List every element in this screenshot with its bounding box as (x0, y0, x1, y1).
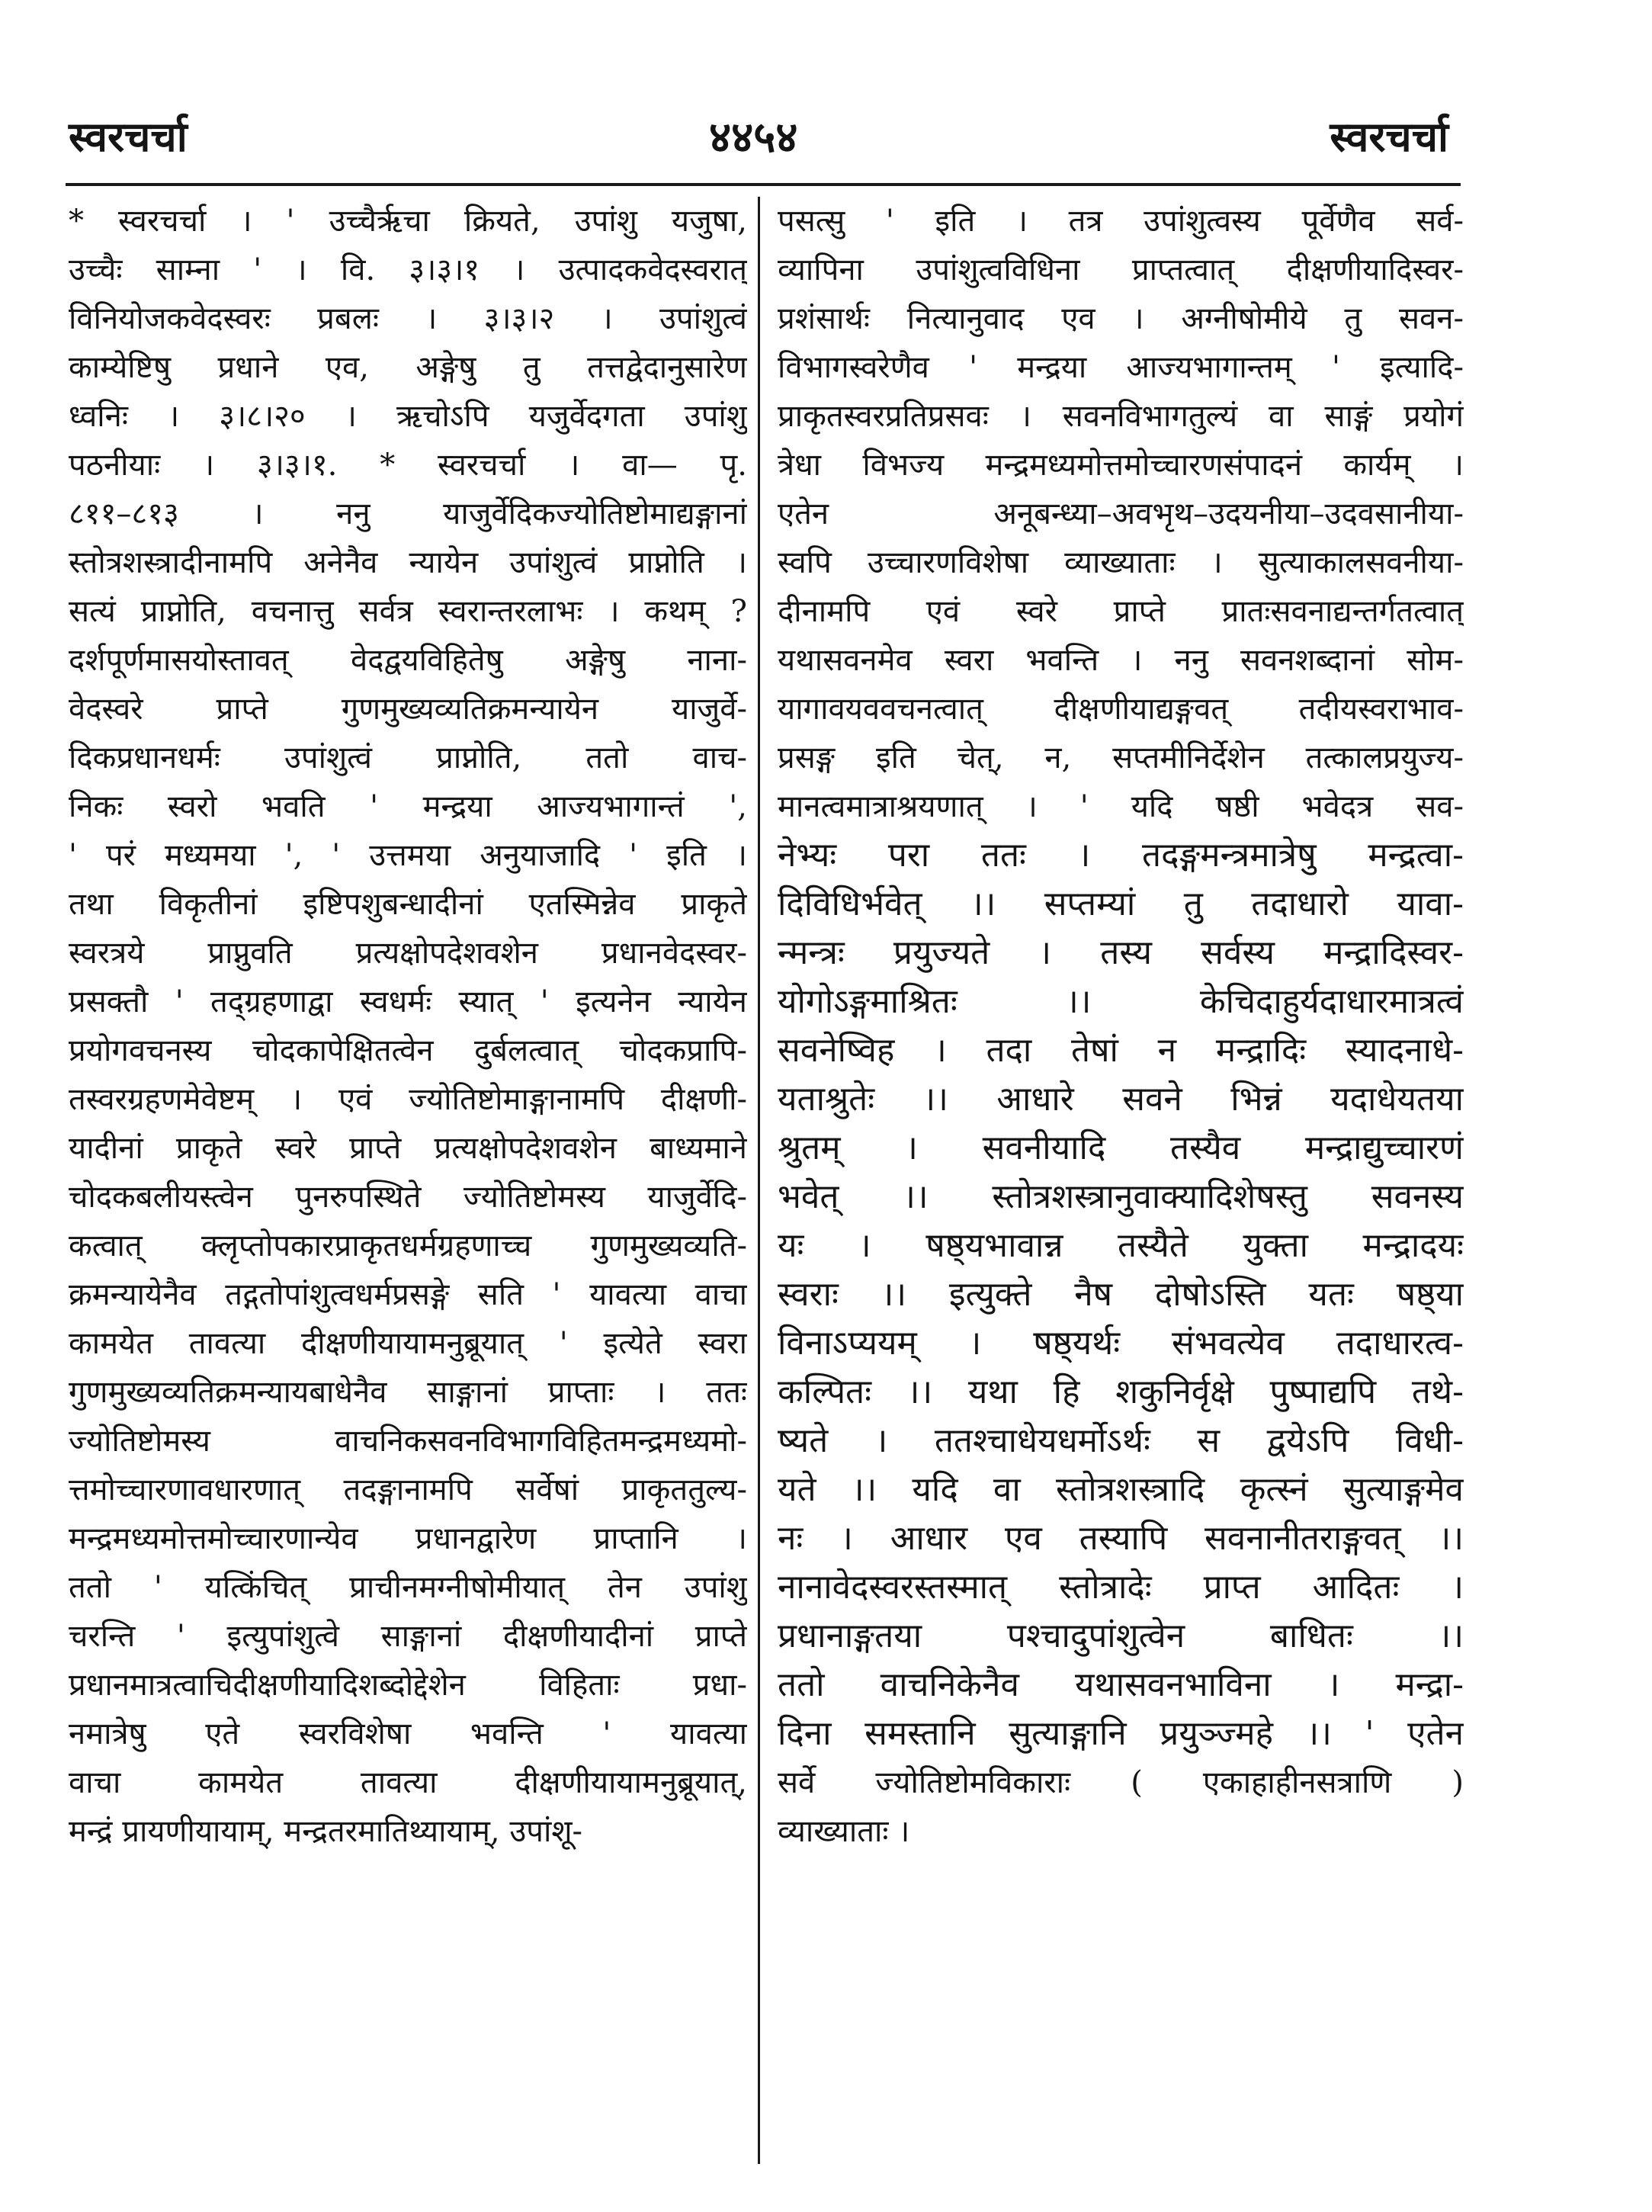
text-line: स्वरत्रये प्राप्नुवति प्रत्यक्षोपदेशवशेन प्रधानवेदस्वर- (69, 936, 747, 971)
text-line: व्याख्याताः । (778, 1814, 910, 1849)
text-line: श्रुतम् । सवनीयादि तस्यैव मन्द्राद्युच्चारणं (778, 1128, 1464, 1167)
text-line: मन्द्रं प्रायणीयायाम्, मन्द्रतरमातिथ्यायाम्, उपांशू- (69, 1814, 583, 1849)
text-line: नेभ्यः परा ततः । तदङ्गमन्त्रमात्रेषु मन्द्रत्वा- (778, 836, 1464, 875)
text-line: चोदकबलीयस्त्वेन पुनरुपस्थिते ज्योतिष्टोमस्य याजुर्वेदि- (69, 1180, 747, 1215)
text-line: पसत्सु ' इति । तत्र उपांशुत्वस्य पूर्वेणैव सर्व- (778, 204, 1464, 239)
text-line: यः । षष्ठ्यभावान्न तस्यैते युक्ता मन्द्रादयः (778, 1226, 1464, 1265)
text-line: दिकप्रधानधर्मः उपांशुत्वं प्राप्नोति, ततो वाच- (69, 740, 747, 775)
text-line: मन्द्रमध्यमोत्तमोच्चारणान्येव प्रधानद्वारेण प्राप्तानि । (69, 1521, 747, 1556)
text-line: प्रसङ्ग इति चेत्, न, सप्तमीनिर्देशेन तत्कालप्रयुज्य- (778, 740, 1464, 775)
text-line: स्वराः ।। इत्युक्ते नैष दोषोऽस्ति यतः षष्ठ्या (778, 1275, 1464, 1314)
page-number: ४४५४ (709, 112, 798, 162)
text-line: न्मन्त्रः प्रयुज्यते । तस्य सर्वस्य मन्द्रादिस्वर- (778, 933, 1464, 972)
text-line: कत्वात् क्लृप्तोपकारप्राकृतधर्मग्रहणाच्च गुणमुख्यव्यति- (69, 1228, 747, 1263)
text-line: सत्यं प्राप्नोति, वचनात्तु सर्वत्र स्वरान्तरलाभः । कथम् ? (69, 594, 747, 629)
left-column (69, 197, 747, 1856)
text-line: नानावेदस्वरस्तस्मात् स्तोत्रादेः प्राप्त आदितः । (778, 1568, 1464, 1607)
header-left-title: स्वरचर्चा (69, 112, 188, 161)
column-divider (758, 197, 760, 2164)
text-line: तथा विकृतीनां इष्टिपशुबन्धादीनां एतस्मिन्नेव प्राकृते (69, 887, 747, 922)
text-line: वेदस्वरे प्राप्ते गुणमुख्यव्यतिक्रमन्यायेन याजुर्वे- (69, 692, 747, 727)
text-line: सर्वे ज्योतिष्टोमविकाराः ( एकाहाहीनसत्राणि ) (778, 1765, 1464, 1800)
text-line: ज्योतिष्टोमस्य वाचनिकसवनविभागविहितमन्द्रमध्यमो- (69, 1424, 747, 1459)
text-line: यागावयववचनत्वात् दीक्षणीयाद्यङ्गवत् तदीयस्वराभाव- (778, 692, 1464, 727)
text-line: काम्येष्टिषु प्रधाने एव, अङ्गेषु तु तत्तद्वेदानुसारेण (69, 350, 747, 385)
text-line: दर्शपूर्णमासयोस्तावत् वेदद्वयविहितेषु अङ्गेषु नाना- (69, 643, 747, 678)
text-line: यथासवनमेव स्वरा भवन्ति । ननु सवनशब्दानां सोम- (778, 643, 1464, 678)
text-line: ष्यते । ततश्चाधेयधर्मोऽर्थः स द्वयेऽपि विधी- (778, 1421, 1464, 1460)
text-line: नः । आधार एव तस्यापि सवनानीतराङ्गवत् ।। (778, 1519, 1464, 1558)
text-line: भवेत् ।। स्तोत्रशस्त्रानुवाक्यादिशेषस्तु सवनस्य (778, 1177, 1464, 1216)
text-line: विभागस्वरेणैव ' मन्द्रया आज्यभागान्तम् ' इत्यादि- (778, 350, 1464, 385)
text-line: योगोऽङ्गमाश्रितः ।। केचिदाहुर्यदाधारमात्रत्वं (778, 982, 1464, 1021)
running-header (69, 107, 1448, 160)
text-line: ततो ' यत्किंचित् प्राचीनमग्नीषोमीयात् तेन उपांशु (69, 1570, 747, 1605)
text-line: सवनेष्विह । तदा तेषां न मन्द्रादिः स्यादनाधे- (778, 1031, 1464, 1070)
text-line: प्राकृतस्वरप्रतिप्रसवः । सवनविभागतुल्यं वा साङ्गं प्रयोगं (778, 399, 1464, 434)
text-line: कामयेत तावत्या दीक्षणीयायामनुब्रूयात् ' इत्येते स्वरा (69, 1326, 747, 1361)
text-line: ' परं मध्यमया ', ' उत्तमया अनुयाजादि ' इति । (69, 838, 747, 873)
text-line: यते ।। यदि वा स्तोत्रशस्त्रादि कृत्स्नं सुत्याङ्गमेव (778, 1470, 1464, 1509)
text-line: गुणमुख्यव्यतिक्रमन्यायबाधेनैव साङ्गानां प्राप्ताः । ततः (69, 1375, 747, 1410)
text-line: क्रमन्यायेनैव तद्गतोपांशुत्वधर्मप्रसङ्गे सति ' यावत्या वाचा (69, 1277, 747, 1312)
header-right-title: स्वरचर्चा (1330, 112, 1448, 161)
text-line: उच्चैः साम्ना ' । वि. ३।३।१ । उत्पादकवेदस्वरात् (69, 252, 747, 287)
text-line: एतेन अनूबन्ध्या–अवभृथ–उदयनीया–उदवसानीया- (778, 496, 1464, 531)
text-line: मानत्वमात्राश्रयणात् । ' यदि षष्ठी भवेदत्र सव- (778, 789, 1464, 824)
text-line: व्यापिना उपांशुत्वविधिना प्राप्तत्वात् दीक्षणीयादिस्वर- (778, 252, 1464, 287)
text-line: विनाऽप्ययम् । षष्ठ्यर्थः संभवत्येव तदाधारत्व- (778, 1324, 1464, 1363)
text-line: दिना समस्तानि सुत्याङ्गानि प्रयुञ्ज्महे ।। ' एतेन (778, 1714, 1464, 1753)
text-line: स्तोत्रशस्त्रादीनामपि अनेनैव न्यायेन उपांशुत्वं प्राप्नोति । (69, 545, 747, 580)
text-line: * स्वरचर्चा । ' उच्चैर्ऋचा क्रियते, उपांशु यजुषा, (69, 204, 747, 239)
text-line: चरन्ति ' इत्युपांशुत्वे साङ्गानां दीक्षणीयादीनां प्राप्ते (69, 1619, 747, 1654)
text-line: प्रधानाङ्गतया पश्चादुपांशुत्वेन बाधितः ।। (778, 1616, 1464, 1655)
text-line: यताश्रुतेः ।। आधारे सवने भिन्नं यदाधेयतया (778, 1080, 1464, 1119)
text-line: नमात्रेषु एते स्वरविशेषा भवन्ति ' यावत्या (69, 1716, 747, 1751)
text-line: तस्वरग्रहणमेवेष्टम् । एवं ज्योतिष्टोमाङ्गानामपि दीक्षणी- (69, 1082, 747, 1117)
text-line: वाचा कामयेत तावत्या दीक्षणीयायामनुब्रूयात्, (69, 1765, 747, 1800)
text-line: ८११–८१३ । ननु याजुर्वेदिकज्योतिष्टोमाद्यङ्गानां (69, 496, 747, 531)
text-line: दिविधिर्भवेत् ।। सप्तम्यां तु तदाधारो यावा- (778, 884, 1464, 923)
text-line: प्रधानमात्रत्वाचिदीक्षणीयादिशब्दोद्देशेन विहिताः प्रधा- (69, 1668, 747, 1703)
text-line: विनियोजकवेदस्वरः प्रबलः । ३।३।२ । उपांशुत्वं (69, 301, 747, 336)
text-line: दीनामपि एवं स्वरे प्राप्ते प्रातःसवनाद्यन्तर्गतत्वात् (778, 594, 1464, 629)
text-line: ततो वाचनिकेनैव यथासवनभाविना । मन्द्रा- (778, 1665, 1464, 1704)
text-line: यादीनां प्राकृते स्वरे प्राप्ते प्रत्यक्षोपदेशवशेन बाध्यमाने (69, 1131, 747, 1166)
text-line: प्रशंसार्थः नित्यानुवाद एव । अग्नीषोमीये तु सवन- (778, 301, 1464, 336)
text-line: कल्पितः ।। यथा हि शकुनिर्वृक्षे पुष्पाद्यपि तथे- (778, 1372, 1464, 1411)
text-line: प्रसक्तौ ' तद्ग्रहणाद्वा स्वधर्मः स्यात् ' इत्यनेन न्यायेन (69, 984, 747, 1019)
text-line: पठनीयाः । ३।३।१. * स्वरचर्चा । वा— पृ. (69, 448, 747, 483)
text-line: प्रयोगवचनस्य चोदकापेक्षितत्वेन दुर्बलत्वात् चोदकप्रापि- (69, 1033, 747, 1068)
text-line: निकः स्वरो भवति ' मन्द्रया आज्यभागान्तं ', (69, 789, 747, 824)
text-line: त्रेधा विभज्य मन्द्रमध्यमोत्तमोच्चारणसंपादनं कार्यम् । (778, 448, 1464, 483)
text-line: त्तमोच्चारणावधारणात् तदङ्गानामपि सर्वेषां प्राकृततुल्य- (69, 1472, 747, 1507)
header-divider (66, 183, 1461, 186)
text-line: ध्वनिः । ३।८।२० । ऋचोऽपि यजुर्वेदगता उपांशु (69, 399, 747, 434)
text-line: स्वपि उच्चारणविशेषा व्याख्याताः । सुत्याकालसवनीया- (778, 545, 1464, 580)
right-column (778, 197, 1464, 1856)
